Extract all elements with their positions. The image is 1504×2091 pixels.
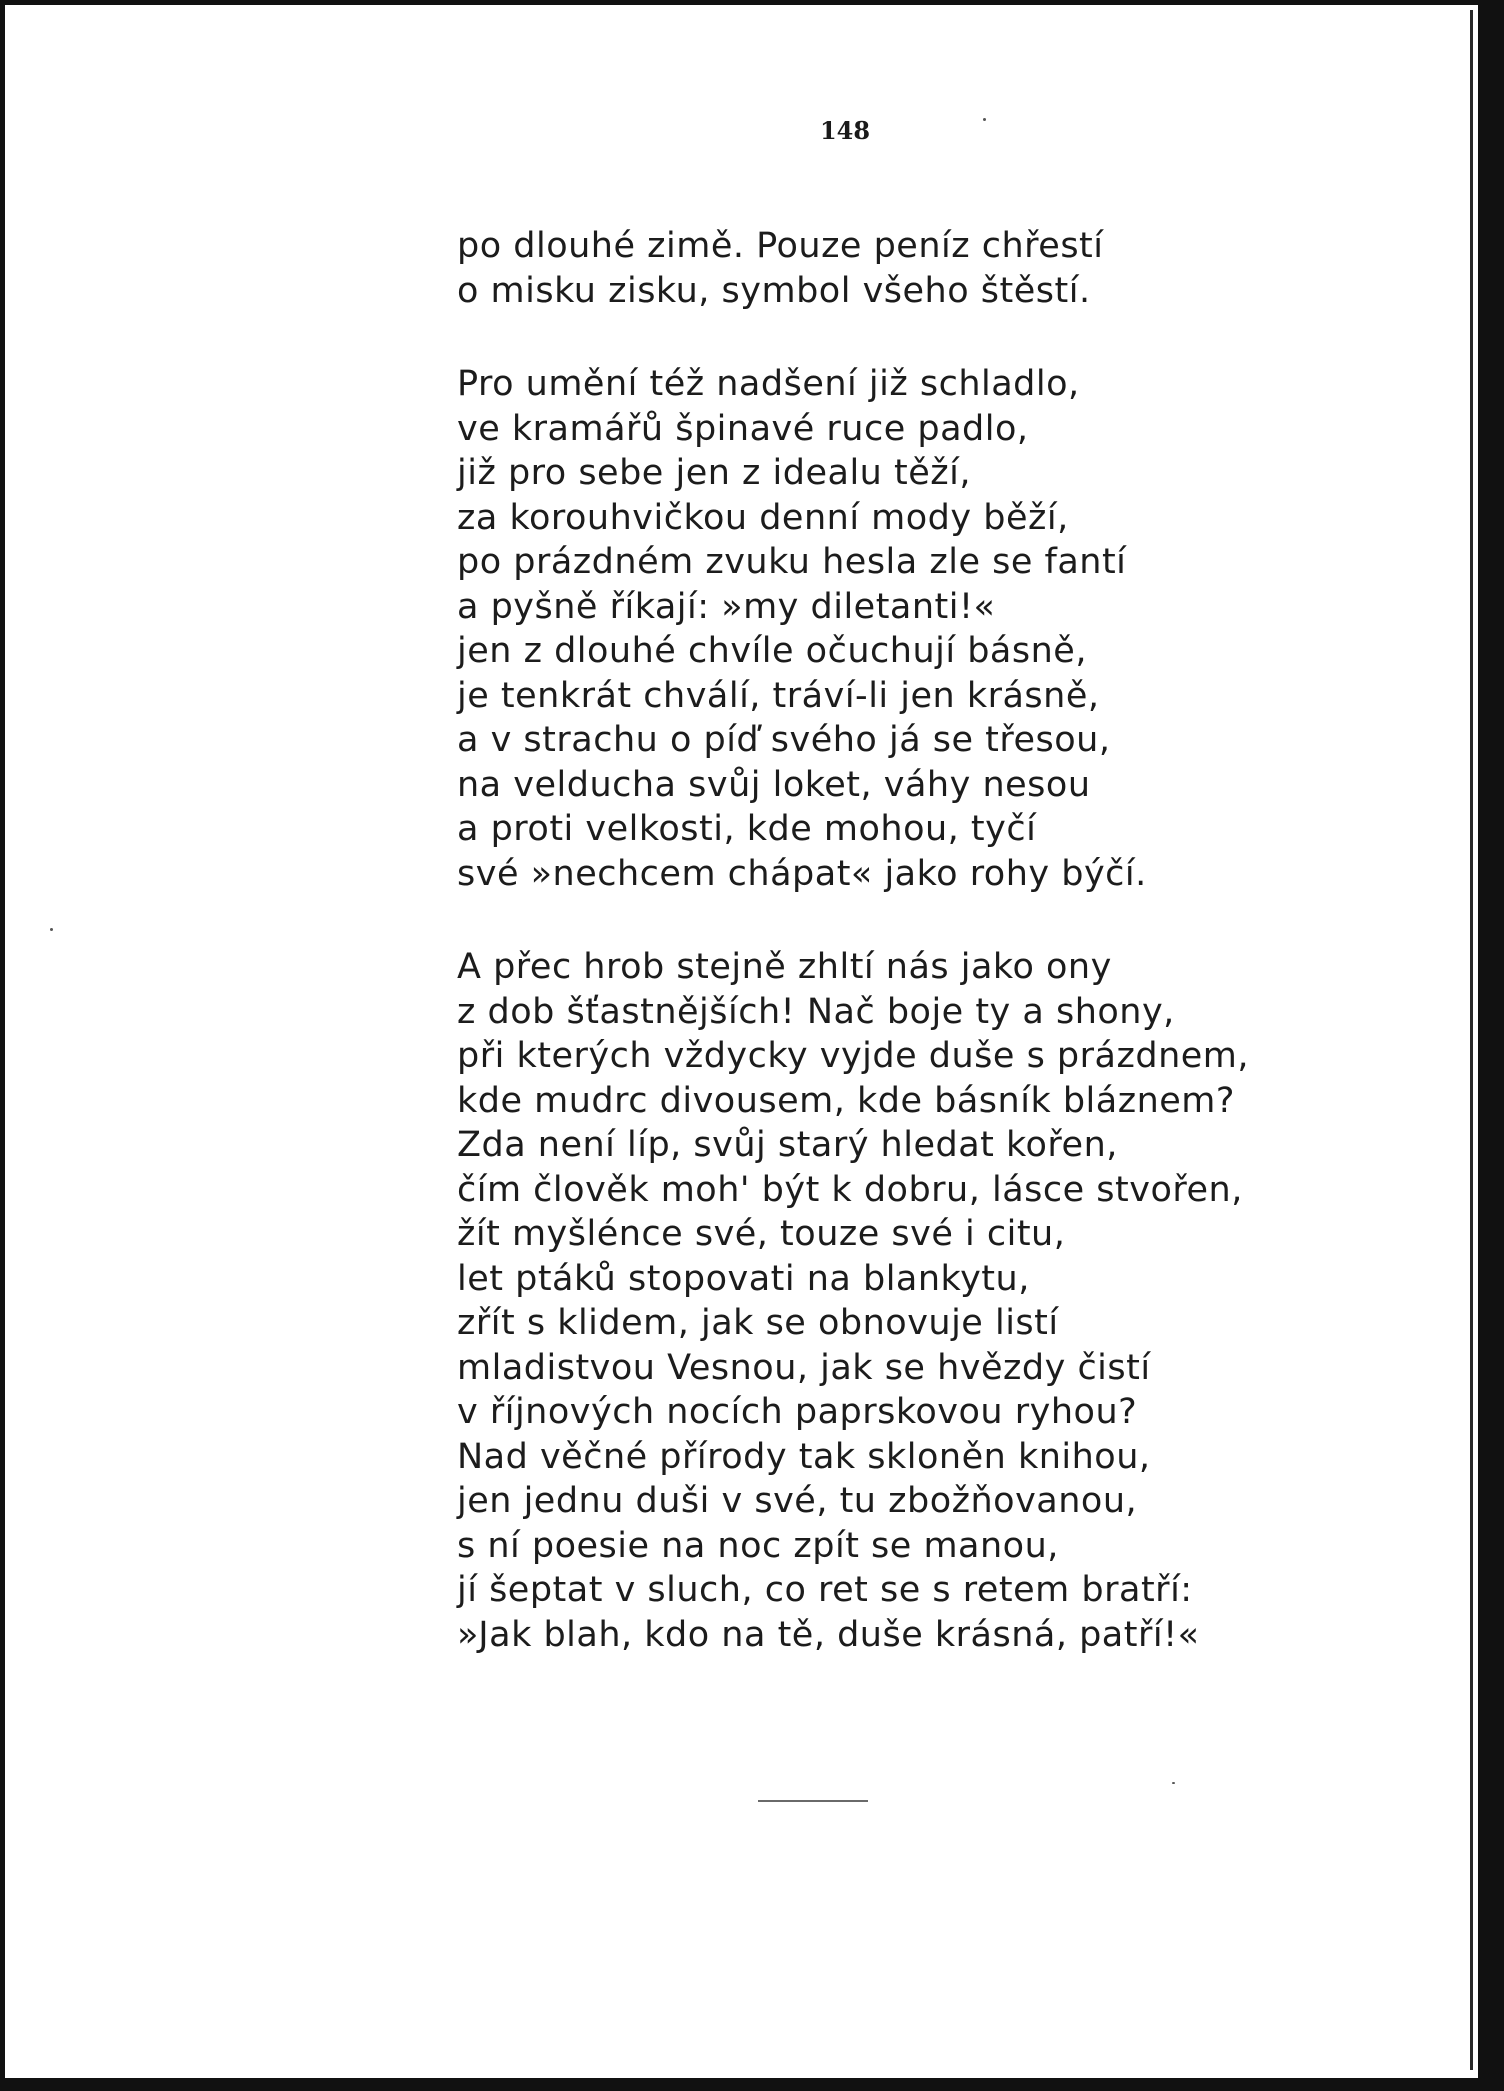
stanza xyxy=(457,362,1437,896)
page-number: 148 xyxy=(819,116,871,145)
poem-line: jen z dlouhé chvíle očuchují básně, xyxy=(457,631,1087,671)
poem-line: Nad věčné přírody tak skloněn knihou, xyxy=(457,1436,1151,1477)
scan-border-left xyxy=(0,0,5,2091)
scan-speck xyxy=(1172,1782,1175,1784)
poem-line: je tenkrát chválí, tráví-li jen krásně, xyxy=(457,675,1100,716)
poem-line: a v strachu o píď svého já se třesou, xyxy=(457,720,1111,760)
poem-line: kde mudrc divousem, kde básník bláznem? xyxy=(457,1080,1235,1121)
poem-line: za korouhvičkou denní mody běží, xyxy=(457,497,1069,538)
page-edge-line xyxy=(1470,10,1473,2070)
stanza xyxy=(457,224,1437,313)
poem-line: Pro umění též nadšení již schladlo, xyxy=(457,364,1080,404)
poem-text xyxy=(457,224,1437,1706)
poem-line: v říjnových nocích paprskovou ryhou? xyxy=(457,1392,1138,1432)
end-rule xyxy=(758,1800,868,1802)
scan-border-bottom xyxy=(0,2078,1504,2091)
poem-line: a proti velkosti, kde mohou, tyčí xyxy=(457,809,1037,849)
poem-line: své »nechcem chápat« jako rohy býčí. xyxy=(457,853,1147,894)
poem-line: při kterých vždycky vyjde duše s prázdnem, xyxy=(457,1036,1250,1076)
poem-line: jen jednu duši v své, tu zbožňovanou, xyxy=(457,1481,1138,1521)
poem-line: po prázdném zvuku hesla zle se fantí xyxy=(457,542,1127,582)
poem-line: let ptáků stopovati na blankytu, xyxy=(457,1258,1030,1299)
poem-line: již pro sebe jen z idealu těží, xyxy=(457,453,971,493)
poem-line: »Jak blah, kdo na tě, duše krásná, patří!« xyxy=(457,1614,1200,1655)
poem-line: zřít s klidem, jak se obnovuje listí xyxy=(457,1303,1059,1343)
poem-line: čím člověk moh' být k dobru, lásce stvořen, xyxy=(457,1169,1243,1210)
poem-line: mladistvou Vesnou, jak se hvězdy čistí xyxy=(457,1347,1151,1388)
poem-line: o misku zisku, symbol všeho štěstí. xyxy=(457,270,1091,311)
poem-line: jí šeptat v sluch, co ret se s retem bratří: xyxy=(457,1570,1193,1610)
poem-line: z dob šťastnějších! Nač boje ty a shony, xyxy=(457,991,1175,1032)
scan-border-top xyxy=(0,0,1504,5)
poem-line: po dlouhé zimě. Pouze peníz chřestí xyxy=(457,226,1104,266)
scan-speck xyxy=(50,928,53,931)
poem-line: žít myšlénce své, touze své i citu, xyxy=(457,1214,1066,1254)
stanza xyxy=(457,945,1437,1657)
poem-line: a pyšně říkají: »my diletanti!« xyxy=(457,586,996,627)
poem-line: A přec hrob stejně zhltí nás jako ony xyxy=(457,947,1112,987)
poem-line: s ní poesie na noc zpít se manou, xyxy=(457,1525,1059,1566)
scan-border-right xyxy=(1478,0,1504,2091)
poem-line: ve kramářů špinavé ruce padlo, xyxy=(457,408,1029,449)
poem-line: na velducha svůj loket, váhy nesou xyxy=(457,764,1091,805)
scan-speck xyxy=(983,118,986,121)
poem-line: Zda není líp, svůj starý hledat kořen, xyxy=(457,1125,1118,1165)
